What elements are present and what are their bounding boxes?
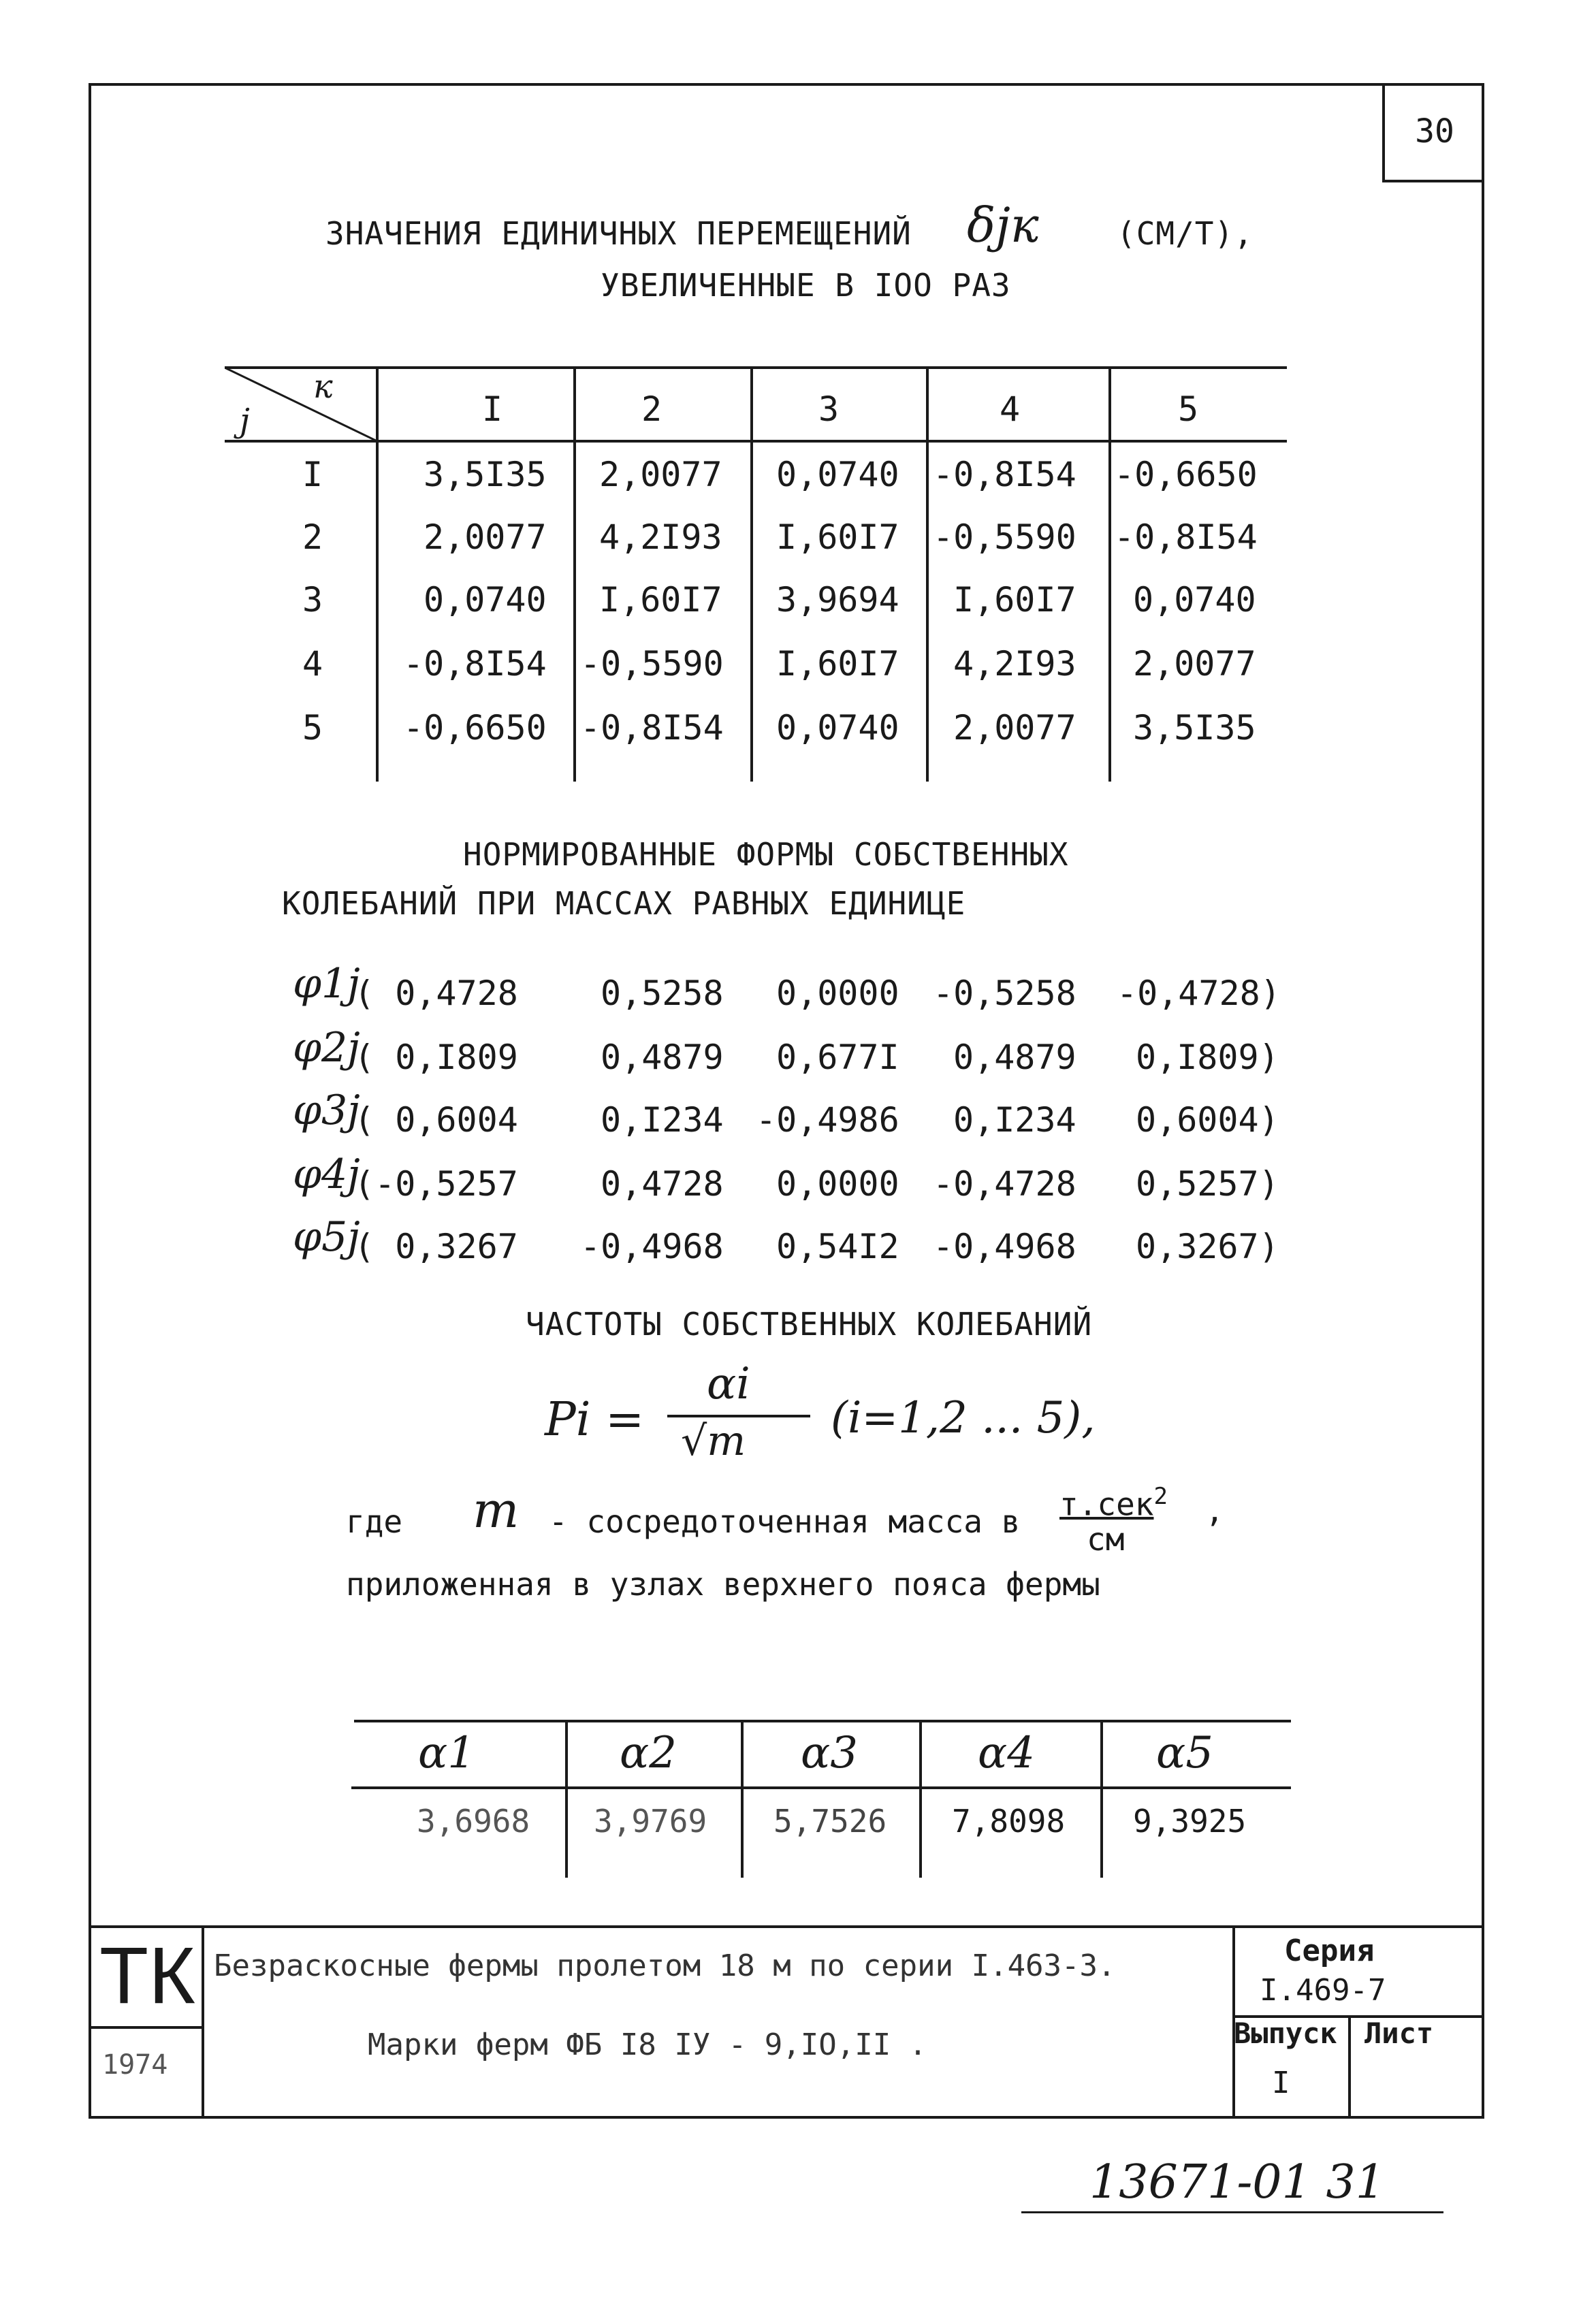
alpha-header: α2	[620, 1728, 677, 1778]
formula-numerator: αi	[707, 1359, 750, 1409]
title1-line1	[325, 215, 912, 252]
alpha-table-header-border	[351, 1786, 1291, 1789]
mode-value: 0,3267)	[1136, 1227, 1279, 1266]
matrix-cell: 2,0077	[424, 517, 547, 557]
matrix-cell: 0,0740	[1133, 580, 1256, 620]
series-value: I.469-7	[1260, 1973, 1386, 2008]
alpha-table-vline	[1100, 1720, 1103, 1878]
alpha-table-vline	[741, 1720, 744, 1878]
mode-value: 0,4879	[601, 1038, 724, 1077]
matrix-cell: -0,8I54	[403, 644, 547, 684]
matrix-cell: -0,8I54	[580, 708, 724, 748]
mode-value: 0,I234	[953, 1100, 1076, 1140]
where-text: - сосредоточенная масса в	[549, 1503, 1021, 1540]
matrix-vline	[573, 366, 576, 782]
where-prefix: где	[346, 1503, 403, 1540]
matrix-cell: -0,8I54	[933, 455, 1076, 494]
matrix-row-label: 4	[302, 644, 323, 684]
phi-label: φ2j	[293, 1024, 360, 1072]
matrix-cell: -0,5590	[580, 644, 724, 684]
title1-units: (СМ/Т),	[1117, 215, 1254, 252]
matrix-corner-k: к	[313, 368, 333, 406]
alpha-value: 7,8098	[952, 1803, 1066, 1840]
matrix-header-border	[225, 440, 1287, 443]
mode-value: ( 0,I809	[354, 1038, 518, 1077]
mode-value: -0,4728)	[1117, 974, 1281, 1013]
mode-value: (-0,5257	[354, 1164, 518, 1204]
mode-value: 0,4879	[953, 1038, 1076, 1077]
where-line2: приложенная в узлах верхнего пояса фермы	[346, 1566, 1100, 1603]
matrix-cell: 4,2I93	[953, 644, 1076, 684]
matrix-cell: 3,9694	[776, 580, 899, 620]
matrix-cell: 2,0077	[953, 708, 1076, 748]
unit-numerator	[1059, 1483, 1168, 1522]
title2-line2: КОЛЕБАНИЙ ПРИ МАССАХ РАВНЫХ ЕДИНИЦЕ	[282, 885, 966, 922]
matrix-vline	[926, 366, 929, 782]
matrix-vline	[1108, 366, 1111, 782]
mode-value: 0,5258	[601, 974, 724, 1013]
formula-range: (i=1,2 ... 5),	[831, 1393, 1096, 1443]
alpha-header: α1	[418, 1728, 475, 1778]
alpha-value: 3,9769	[594, 1803, 707, 1840]
stamp-year: 1974	[102, 2049, 168, 2081]
mode-value: -0,4968	[580, 1227, 724, 1266]
matrix-cell: -0,6650	[403, 708, 547, 748]
issue-label: Выпуск	[1234, 2017, 1337, 2050]
mode-value: 0,0000	[776, 974, 899, 1013]
matrix-row-label: 2	[302, 517, 323, 557]
series-label: Серия	[1284, 1934, 1375, 1968]
matrix-col-header: 4	[1000, 389, 1021, 429]
mode-value: 0,5257)	[1136, 1164, 1279, 1204]
stamp-desc-line2: Марки ферм ФБ I8 IУ - 9,IO,II .	[368, 2027, 927, 2062]
stamp-desc-line1: Безраскосные фермы пролетом 18 м по серии I.463-3.	[214, 1948, 1116, 1983]
matrix-cell: I,60I7	[953, 580, 1076, 620]
title-block-org-divider	[89, 2026, 202, 2029]
title3: ЧАСТОТЫ СОБСТВЕННЫХ КОЛЕБАНИЙ	[526, 1306, 1093, 1343]
matrix-cell: I,60I7	[776, 517, 899, 557]
matrix-cell: 3,5I35	[1133, 708, 1256, 748]
matrix-cell: -0,5590	[933, 517, 1076, 557]
unit-exponent: 2	[1153, 1483, 1168, 1510]
matrix-cell: -0,8I54	[1114, 517, 1258, 557]
unit-denominator: см	[1087, 1521, 1125, 1558]
mode-value: 0,I809)	[1136, 1038, 1279, 1077]
phi-label: φ1j	[293, 960, 360, 1008]
alpha-header: α5	[1156, 1728, 1213, 1778]
matrix-top-border	[225, 366, 1287, 369]
matrix-col-header: 3	[818, 389, 840, 429]
matrix-cell: I,60I7	[776, 644, 899, 684]
mode-value: -0,5258	[933, 974, 1076, 1013]
alpha-value: 9,3925	[1133, 1803, 1247, 1840]
phi-label: φ4j	[293, 1151, 360, 1198]
matrix-cell: 0,0740	[776, 455, 899, 494]
mode-value: ( 0,4728	[354, 974, 518, 1013]
mode-value: -0,4968	[933, 1227, 1076, 1266]
org-mark: ТК	[99, 1931, 195, 2021]
delta-symbol: δjк	[967, 197, 1039, 253]
mode-value: ( 0,3267	[354, 1227, 518, 1266]
matrix-col-header: I	[482, 389, 503, 429]
mode-value: 0,677I	[776, 1038, 899, 1077]
matrix-cell: 0,0740	[776, 708, 899, 748]
matrix-vline	[750, 366, 753, 782]
title2-line1: НОРМИРОВАННЫЕ ФОРМЫ СОБСТВЕННЫХ	[463, 836, 1069, 873]
mode-value: 0,54I2	[776, 1227, 899, 1266]
matrix-col-header: 2	[641, 389, 663, 429]
matrix-row-label: 3	[302, 580, 323, 620]
mass-symbol: m	[473, 1481, 520, 1539]
matrix-corner-j: j	[240, 402, 250, 440]
alpha-table-vline	[565, 1720, 568, 1878]
title1-prefix: ЗНАЧЕНИЯ ЕДИНИЧНЫХ ПЕРЕМЕЩЕНИЙ	[325, 215, 912, 252]
matrix-row-label: 5	[302, 708, 323, 748]
title1-line2: УВЕЛИЧЕННЫЕ В IOO РАЗ	[601, 267, 1011, 304]
matrix-cell: 0,0740	[424, 580, 547, 620]
issue-value: I	[1272, 2066, 1290, 2100]
alpha-header: α3	[801, 1728, 858, 1778]
alpha-table-top-border	[354, 1720, 1291, 1722]
matrix-cell: I,60I7	[599, 580, 722, 620]
page-number: 30	[1382, 83, 1484, 182]
phi-label: φ5j	[293, 1213, 360, 1261]
alpha-table-vline	[919, 1720, 922, 1878]
matrix-cell: 2,0077	[1133, 644, 1256, 684]
title-block-sheet-divider	[1348, 2015, 1351, 2119]
mode-value: -0,4986	[756, 1100, 899, 1140]
mode-value: 0,6004)	[1136, 1100, 1279, 1140]
mode-value: 0,0000	[776, 1164, 899, 1204]
title-block-vline	[202, 1925, 204, 2119]
matrix-cell: -0,6650	[1114, 455, 1258, 494]
mode-value: -0,4728	[933, 1164, 1076, 1204]
matrix-cell: 2,0077	[599, 455, 722, 494]
mode-value: 0,4728	[601, 1164, 724, 1204]
sheet-label: Лист	[1364, 2017, 1434, 2050]
matrix-cell: 3,5I35	[424, 455, 547, 494]
archive-number-underline	[1021, 2211, 1443, 2213]
archive-number: 13671-01 31	[1089, 2155, 1385, 2209]
alpha-header: α4	[978, 1728, 1035, 1778]
phi-label: φ3j	[293, 1087, 360, 1134]
matrix-col-header: 5	[1178, 389, 1199, 429]
matrix-row-label: I	[302, 455, 323, 494]
formula-denominator: √m	[681, 1417, 746, 1465]
formula-lhs: Pi =	[545, 1393, 645, 1447]
matrix-cell: 4,2I93	[599, 517, 722, 557]
unit-comma: ,	[1205, 1492, 1224, 1529]
alpha-value: 5,7526	[773, 1803, 887, 1840]
mode-value: 0,I234	[601, 1100, 724, 1140]
alpha-value: 3,6968	[417, 1803, 530, 1840]
title-block-top-border	[89, 1925, 1484, 1928]
mode-value: ( 0,6004	[354, 1100, 518, 1140]
unit-numerator-text: т.сек	[1059, 1486, 1154, 1523]
